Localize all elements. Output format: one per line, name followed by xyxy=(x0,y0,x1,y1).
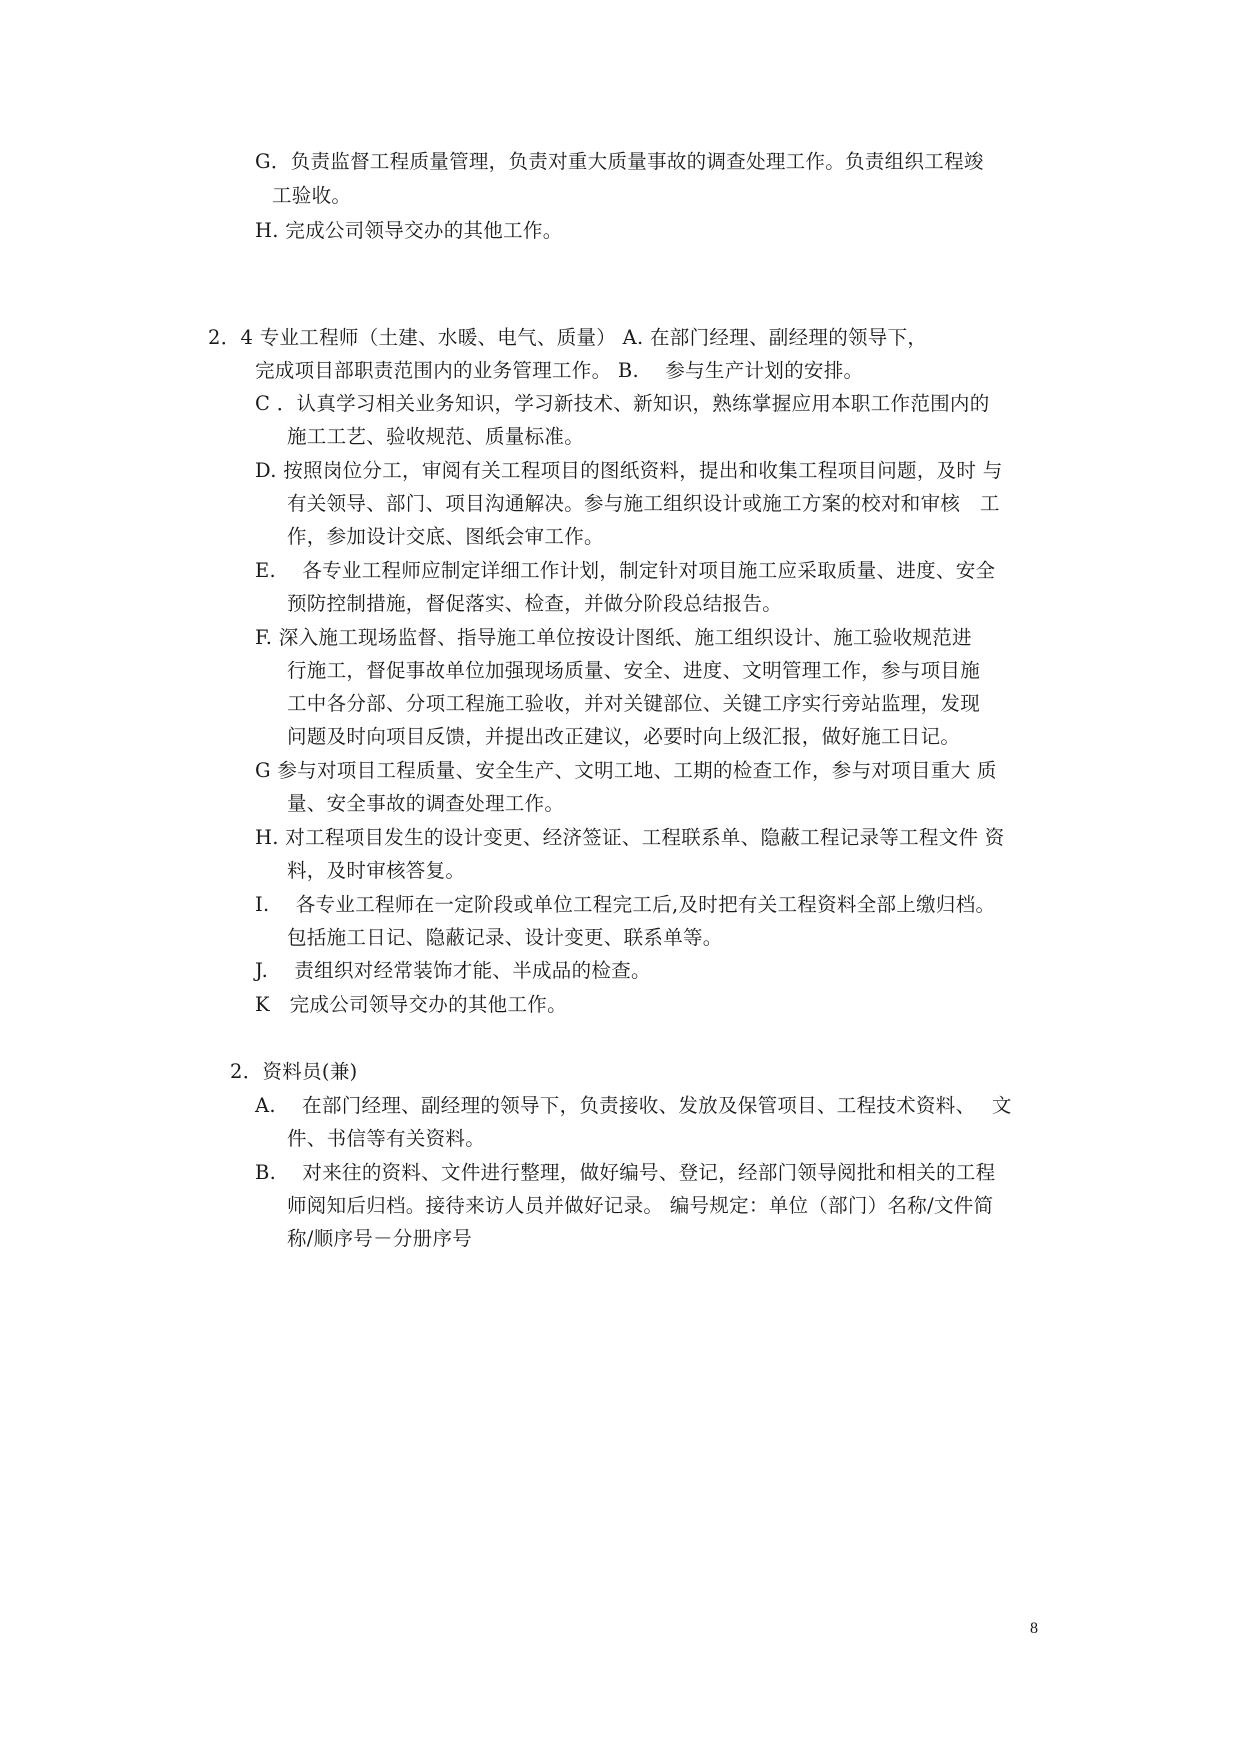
item-f-line3: 工中各分部、分项工程施工验收，并对关键部位、关键工序实行旁站监理，发现 xyxy=(287,692,981,715)
item-f-line2: 行施工，督促事故单位加强现场质量、安全、进度、文明管理工作，参与项目施 xyxy=(287,659,981,682)
item-h2-line1: H. 对工程项目发生的设计变更、经济签证、工程联系单、隐蔽工程记录等工程文件 资 xyxy=(255,826,1005,849)
item-d-line1: D. 按照岗位分工，审阅有关工程项目的图纸资料，提出和收集工程项目问题，及时 与 xyxy=(255,459,1003,482)
item-d-line2: 有关领导、部门、项目沟通解决。参与施工组织设计或施工方案的校对和审核 工 xyxy=(287,492,1000,515)
item-e-line1: E. 各专业工程师应制定详细工作计划，制定针对项目施工应采取质量、进度、安全 xyxy=(255,559,996,582)
section-24-heading-line1: 2．4 专业工程师（土建、水暖、电气、质量） A. 在部门经理、副经理的领导下， xyxy=(208,326,928,349)
item-k-line: K 完成公司领导交办的其他工作。 xyxy=(255,993,567,1016)
page-number: 8 xyxy=(1030,1620,1038,1637)
section-2-heading: 2．资料员(兼) xyxy=(230,1060,358,1083)
item-a-line1: A. 在部门经理、副经理的领导下，负责接收、发放及保管项目、工程技术资料、 文 xyxy=(255,1094,1012,1117)
item-d-line3: 作，参加设计交底、图纸会审工作。 xyxy=(287,525,604,548)
item-g2-line1: G 参与对项目工程质量、安全生产、文明工地、工期的检查工作，参与对项目重大 质 xyxy=(255,759,997,782)
item-i-line1: I. 各专业工程师在一定阶段或单位工程完工后,及时把有关工程资料全部上缴归档。 xyxy=(255,893,996,916)
item-g2-line2: 量、安全事故的调查处理工作。 xyxy=(287,792,565,815)
item-g-line1: G．负责监督工程质量管理，负责对重大质量事故的调查处理工作。负责组织工程竣 xyxy=(255,150,984,173)
item-e-line2: 预防控制措施，督促落实、检查，并做分阶段总结报告。 xyxy=(287,592,783,615)
item-b-line3: 称/顺序号－分册序号 xyxy=(287,1227,473,1250)
item-c-line1: C ．认真学习相关业务知识，学习新技术、新知识，熟练掌握应用本职工作范围内的 xyxy=(255,392,990,415)
item-h-line: H. 完成公司领导交办的其他工作。 xyxy=(255,219,563,242)
item-i-line2: 包括施工日记、隐蔽记录、设计变更、联系单等。 xyxy=(287,926,723,949)
item-a-line2: 件、书信等有关资料。 xyxy=(287,1127,486,1150)
item-h2-line2: 料，及时审核答复。 xyxy=(287,859,466,882)
item-f-line1: F. 深入施工现场监督、指导施工单位按设计图纸、施工组织设计、施工验收规范进 xyxy=(255,626,972,649)
section-24-heading-line2: 完成项目部职责范围内的业务管理工作。 B. 参与生产计划的安排。 xyxy=(255,359,864,382)
item-b-line2: 师阅知后归档。接待来访人员并做好记录。 编号规定：单位（部门）名称/文件简 xyxy=(287,1194,994,1217)
item-g-line2: 工验收。 xyxy=(272,184,352,207)
item-j-line: J. 责组织对经常装饰才能、半成品的检查。 xyxy=(255,959,651,982)
item-c-line2: 施工工艺、验收规范、质量标准。 xyxy=(287,425,585,448)
item-f-line4: 问题及时向项目反馈，并提出改正建议，必要时向上级汇报，做好施工日记。 xyxy=(287,725,961,748)
item-b-line1: B. 对来往的资料、文件进行整理，做好编号、登记，经部门领导阅批和相关的工程 xyxy=(255,1161,996,1184)
